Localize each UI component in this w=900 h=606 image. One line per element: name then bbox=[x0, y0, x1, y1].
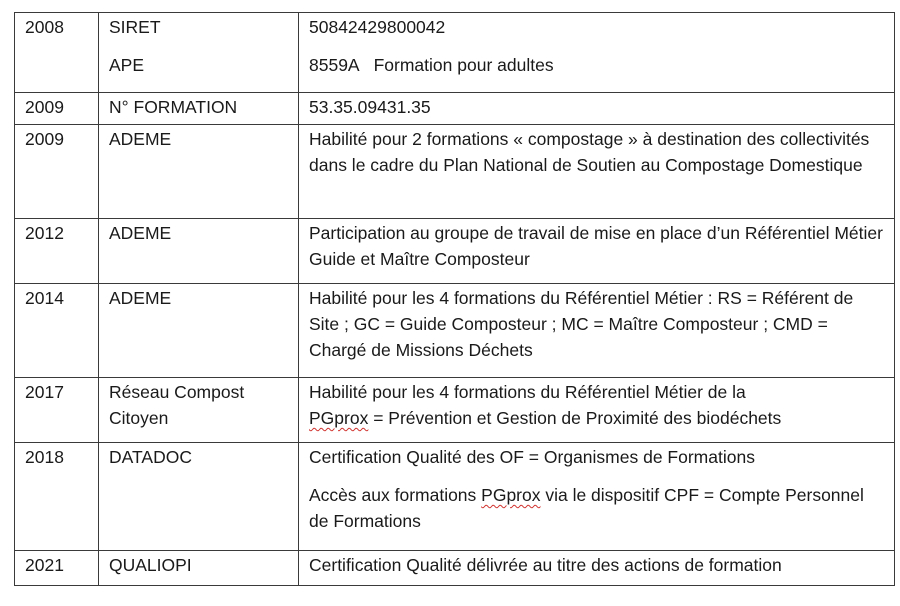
year-cell: 2009 bbox=[15, 125, 99, 219]
year-cell: 2012 bbox=[15, 219, 99, 284]
desc-line-2: = Prévention et Gestion de Proximité des biodéchets bbox=[368, 408, 782, 428]
org-cell: DATADOC bbox=[99, 443, 299, 551]
para2-start: Accès aux formations bbox=[309, 485, 482, 505]
year-cell: 2018 bbox=[15, 443, 99, 551]
table-row bbox=[15, 378, 895, 443]
desc-paragraph-1: Certification Qualité des OF = Organismes de Formations bbox=[309, 447, 755, 467]
ape-label-text: Formation pour adultes bbox=[373, 55, 554, 75]
org-cell bbox=[99, 13, 299, 93]
org-cell: ADEME bbox=[99, 284, 299, 378]
table-row bbox=[15, 219, 895, 284]
desc-cell: Habilité pour 2 formations « compostage » à destination des collectivités dans le cadre du Plan National de Soutien au Compostage Domestique bbox=[299, 125, 895, 219]
desc-cell bbox=[299, 443, 895, 551]
desc-cell: Certification Qualité délivrée au titre des actions de formation bbox=[299, 551, 895, 586]
org-cell: QUALIOPI bbox=[99, 551, 299, 586]
pgprox-term: PGprox bbox=[309, 408, 369, 428]
pgprox-term: PGprox bbox=[481, 485, 541, 505]
org-cell: N° FORMATION bbox=[99, 93, 299, 125]
table-row bbox=[15, 125, 895, 219]
ape-label: APE bbox=[109, 55, 145, 75]
table-row bbox=[15, 93, 895, 125]
org-cell: ADEME bbox=[99, 125, 299, 219]
credentials-table bbox=[14, 12, 895, 586]
year-cell: 2009 bbox=[15, 93, 99, 125]
org-cell: ADEME bbox=[99, 219, 299, 284]
table-row bbox=[15, 551, 895, 586]
ape-code: 8559A bbox=[309, 55, 360, 75]
siret-label: SIRET bbox=[109, 17, 161, 37]
desc-cell bbox=[299, 13, 895, 93]
desc-paragraph-2 bbox=[309, 482, 884, 534]
para2-rest: via le dispositif CPF = Compte Personnel de Formations bbox=[309, 485, 864, 531]
ape-value bbox=[309, 52, 884, 78]
year-cell: 2021 bbox=[15, 551, 99, 586]
desc-cell bbox=[299, 378, 895, 443]
year-cell: 2014 bbox=[15, 284, 99, 378]
desc-cell: Participation au groupe de travail de mise en place d’un Référentiel Métier Guide et Maître Composteur bbox=[299, 219, 895, 284]
table-row bbox=[15, 13, 895, 93]
table-row bbox=[15, 443, 895, 551]
siret-value: 50842429800042 bbox=[309, 17, 446, 37]
table-row bbox=[15, 284, 895, 378]
desc-line-1: Habilité pour les 4 formations du Référentiel Métier de la bbox=[309, 382, 746, 402]
year-cell: 2017 bbox=[15, 378, 99, 443]
org-cell: Réseau Compost Citoyen bbox=[99, 378, 299, 443]
year-cell: 2008 bbox=[15, 13, 99, 93]
desc-cell: Habilité pour les 4 formations du Référentiel Métier : RS = Référent de Site ; GC = Guide Composteur ; MC = Maître Composteur ; CMD = Chargé de Missions Déchets bbox=[299, 284, 895, 378]
desc-cell: 53.35.09431.35 bbox=[299, 93, 895, 125]
